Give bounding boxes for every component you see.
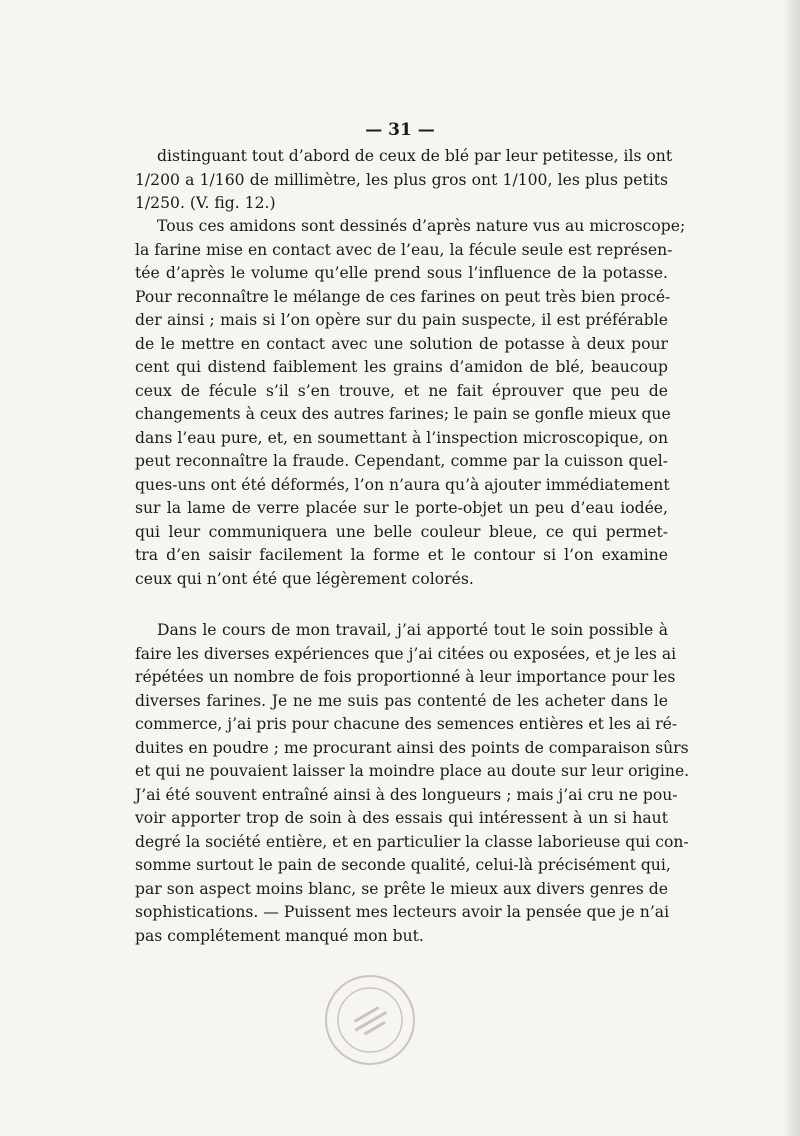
text-line: sur la lame de verre placée sur le porte-objet un peu d’eau iodée, [135,499,668,517]
library-stamp [322,972,418,1068]
text-line: de le mettre en contact avec une solution de potasse à deux pour [135,334,668,353]
text-line: ques-uns ont été déformés, l’on n’aura qu’à ajouter immédiatement [135,475,670,494]
text-line: distinguant tout d’abord de ceux de blé par leur petitesse, ils ont [157,147,673,165]
text-line: par son aspect moins blanc, se prête le mieux aux divers genres de [135,879,668,898]
text-line: cent qui distend faiblement les grains d’amidon de blé, beaucoup [135,358,668,376]
text-line: commerce, j’ai pris pour chacune des semences entières et les ai ré- [135,715,678,733]
page-edge-shadow [782,0,800,1136]
text-line: répétées un nombre de fois proportionné à leur importance pour les [135,668,676,686]
text-line: la farine mise en contact avec de l’eau, la fécule seule est représen- [135,240,673,259]
paragraph-2 [135,215,686,591]
text-line: ceux qui n’ont été que légèrement colorés. [135,569,474,588]
text-line: somme surtout le pain de seconde qualité, celui-là précisément qui, [135,856,671,874]
text-line: pas complétement manqué mon but. [135,926,424,945]
text-line: degré la société entière, et en particulier la classe laborieuse qui con- [135,832,689,851]
text-line: 1/200 a 1/160 de millimètre, les plus gros ont 1/100, les plus petits [135,170,668,189]
page-number: — 31 — [365,120,435,140]
text-line: J’ai été souvent entraîné ainsi à des longueurs ; mais j’ai cru ne pou- [135,785,678,804]
text-line: dans l’eau pure, et, en soumettant à l’inspection microscopique, on [135,428,668,447]
text-line: 1/250. (V. fig. 12.) [135,194,276,212]
text-line: der ainsi ; mais si l’on opère sur du pain suspecte, il est préférable [135,311,668,329]
text-line: qui leur communiquera une belle couleur bleue, ce qui permet- [135,522,668,541]
stamp-marks [354,1006,387,1035]
text-line: Pour reconnaître le mélange de ces farines on peut très bien procé- [135,287,671,306]
text-line: duites en poudre ; me procurant ainsi des points de comparaison sûrs [135,738,689,757]
text-line: voir apporter trop de soin à des essais qui intéressent à un si haut [135,809,668,827]
text-line: changements à ceux des autres farines; le pain se gonfle mieux que [135,405,671,423]
text-line: peut reconnaître la fraude. Cependant, comme par la cuisson quel- [135,452,668,470]
text-line: Tous ces amidons sont dessinés d’après nature vus au microscope; [157,217,686,235]
paragraph-3 [135,619,690,948]
text-line: faire les diverses expériences que j’ai citées ou exposées, et je les ai [135,644,677,663]
text-line: sophistications. — Puissent mes lecteurs avoir la pensée que je n’ai [135,903,670,921]
text-line: Dans le cours de mon travail, j’ai apporté tout le soin possible à [157,621,668,639]
text-line: et qui ne pouvaient laisser la moindre place au doute sur leur origine. [135,762,690,780]
text-line: ceux de fécule s’il s’en trouve, et ne fait éprouver que peu de [135,381,668,400]
text-line: tra d’en saisir facilement la forme et le contour si l’on examine [135,546,668,564]
paragraph-1 [135,145,673,216]
text-line: tée d’après le volume qu’elle prend sous l’influence de la potasse. [135,264,668,282]
text-line: diverses farines. Je ne me suis pas contenté de les acheter dans le [135,691,668,710]
